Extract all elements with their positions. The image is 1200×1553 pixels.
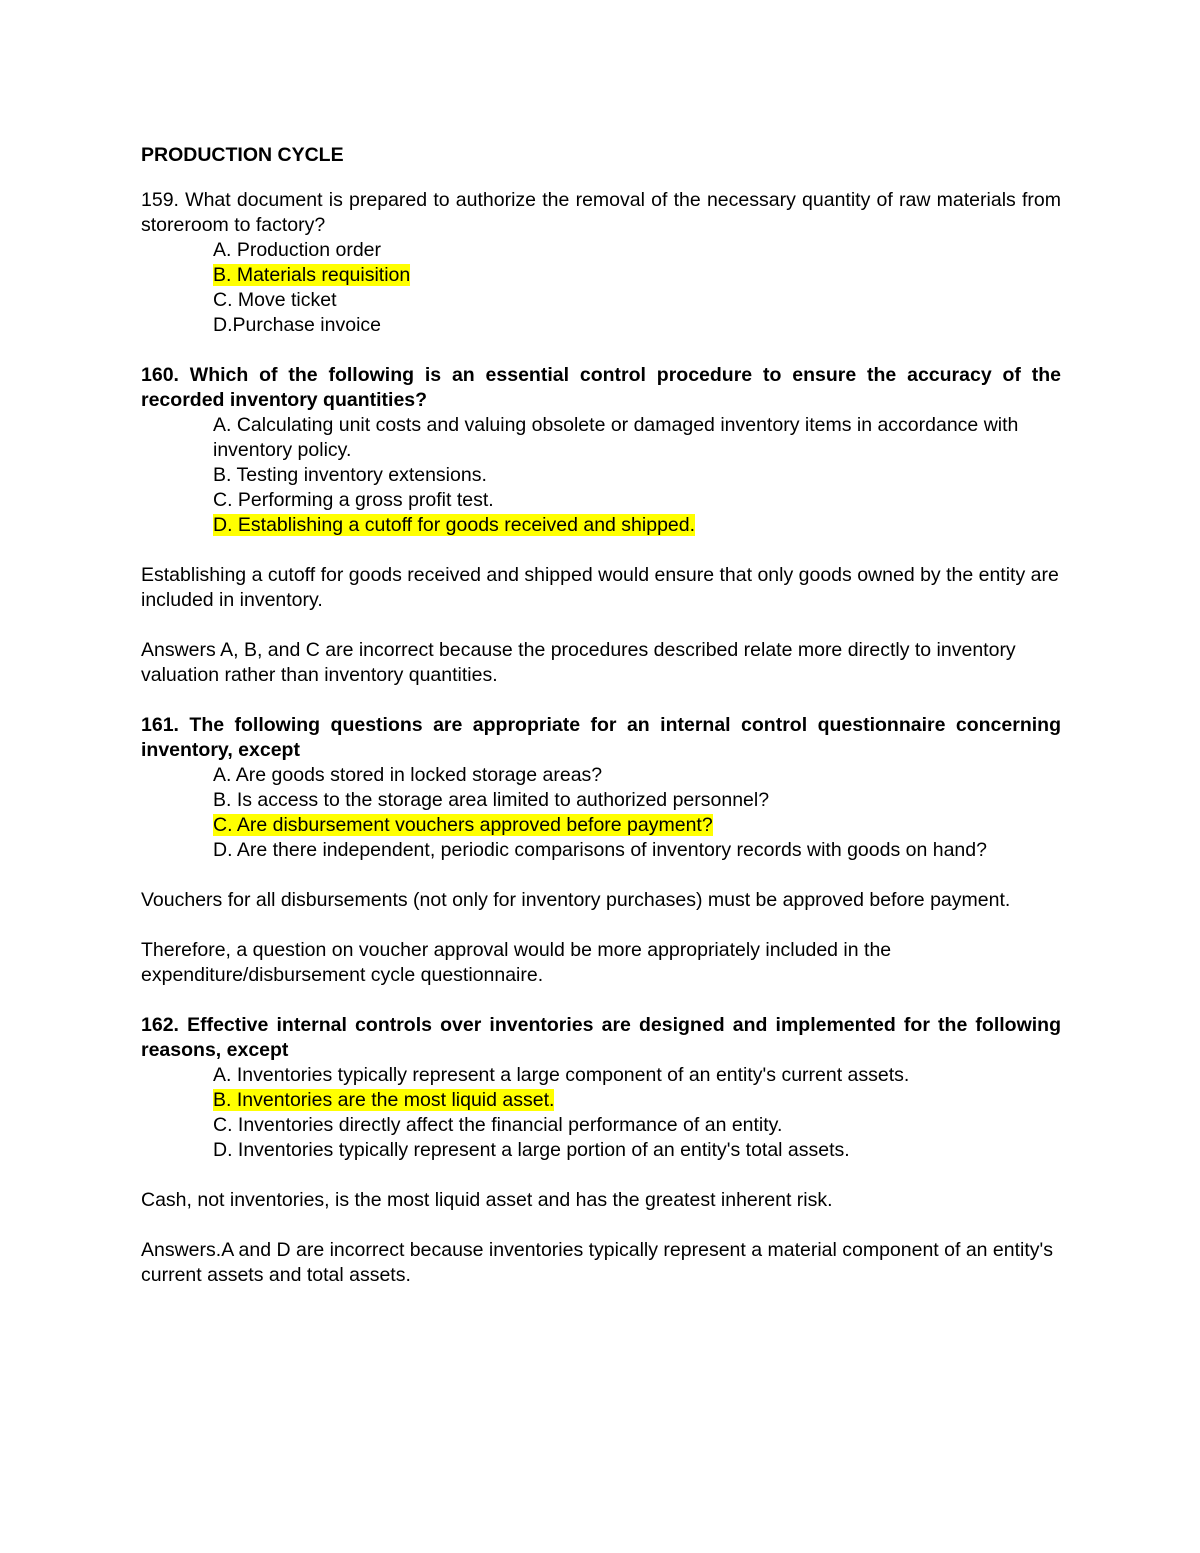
option-c-answer bbox=[213, 813, 1061, 838]
question-text: 160. Which of the following is an essential control procedure to ensure the accuracy of the recorded inventory quantities? bbox=[141, 364, 1061, 411]
option-list bbox=[141, 1063, 1061, 1163]
option-list bbox=[141, 238, 1061, 338]
option-d: D. Are there independent, periodic comparisons of inventory records with goods on hand? bbox=[213, 839, 987, 861]
option-a: A. Inventories typically represent a large component of an entity's current assets. bbox=[213, 1064, 910, 1086]
question-162 bbox=[141, 1013, 1061, 1288]
option-d: D. Inventories typically represent a large portion of an entity's total assets. bbox=[213, 1139, 850, 1161]
option-b: B. Is access to the storage area limited to authorized personnel? bbox=[213, 789, 770, 811]
explanation: Therefore, a question on voucher approval would be more appropriately included in the expenditure/disbursement cycle questionnaire. bbox=[141, 939, 892, 986]
document-page bbox=[141, 143, 1061, 1288]
option-d: D.Purchase invoice bbox=[213, 314, 381, 336]
option-c: C. Performing a gross profit test. bbox=[213, 489, 494, 511]
option-b-answer bbox=[213, 1088, 1061, 1113]
question-text: 162. Effective internal controls over inventories are designed and implemented for the following reasons, except bbox=[141, 1014, 1061, 1061]
question-159 bbox=[141, 188, 1061, 338]
option-b-answer bbox=[213, 263, 1061, 288]
answer-highlight: D. Establishing a cutoff for goods received and shipped. bbox=[213, 514, 696, 536]
question-text: 159. What document is prepared to authorize the removal of the necessary quantity of raw materials from storeroom to factory? bbox=[141, 189, 1061, 236]
question-160 bbox=[141, 363, 1061, 688]
option-list bbox=[141, 763, 1061, 863]
explanation: Vouchers for all disbursements (not only for inventory purchases) must be approved before payment. bbox=[141, 889, 1011, 911]
option-c: C. Inventories directly affect the financial performance of an entity. bbox=[213, 1114, 783, 1136]
answer-highlight: B. Materials requisition bbox=[213, 264, 411, 286]
explanation: Answers.A and D are incorrect because inventories typically represent a material component of an entity's current assets and total assets. bbox=[141, 1239, 1054, 1286]
answer-highlight: C. Are disbursement vouchers approved before payment? bbox=[213, 814, 713, 836]
explanation: Establishing a cutoff for goods received and shipped would ensure that only goods owned by the entity are included in inventory. bbox=[141, 564, 1059, 611]
question-text: 161. The following questions are appropriate for an internal control questionnaire concerning inventory, except bbox=[141, 714, 1061, 761]
option-a: A. Production order bbox=[213, 239, 382, 261]
answer-highlight: B. Inventories are the most liquid asset. bbox=[213, 1089, 555, 1111]
option-list bbox=[141, 413, 1061, 538]
page-heading: PRODUCTION CYCLE bbox=[141, 144, 344, 166]
question-161 bbox=[141, 713, 1061, 988]
option-d-answer bbox=[213, 513, 1061, 538]
option-a: A. Calculating unit costs and valuing obsolete or damaged inventory items in accordance with inventory policy. bbox=[213, 414, 1019, 461]
explanation: Cash, not inventories, is the most liquid asset and has the greatest inherent risk. bbox=[141, 1189, 833, 1211]
option-b: B. Testing inventory extensions. bbox=[213, 464, 487, 486]
option-a: A. Are goods stored in locked storage areas? bbox=[213, 764, 603, 786]
option-c: C. Move ticket bbox=[213, 289, 337, 311]
explanation: Answers A, B, and C are incorrect because the procedures described relate more directly to inventory valuation rather than inventory quantities. bbox=[141, 639, 1016, 686]
